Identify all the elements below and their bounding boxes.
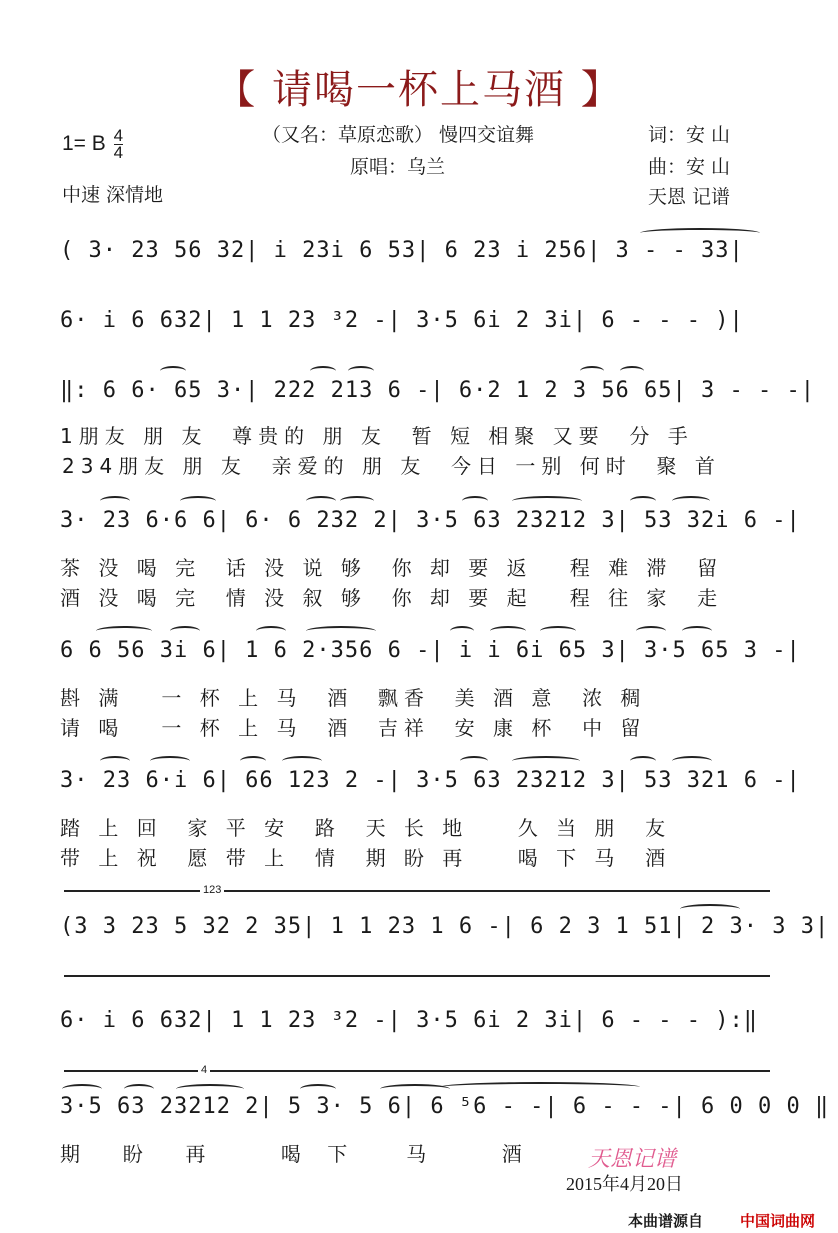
time-top: 4 [113, 126, 124, 145]
key-label: 1= B [62, 132, 106, 156]
slur-arc [256, 626, 286, 636]
slur-arc [340, 496, 374, 506]
volta-label: 4 [198, 1064, 210, 1076]
slur-arc [450, 626, 474, 636]
music-line-1 [0, 222, 838, 282]
slur-arc [170, 626, 200, 636]
footer-source-label: 本曲谱源自 [628, 1213, 704, 1230]
notes: 3· 23 6·6 6| 6· 6 232 2| 3·5 63 23212 3| 53 32i 6 -| [60, 508, 801, 533]
key-signature [62, 128, 123, 161]
music-line-5 [0, 622, 838, 682]
slur-arc [348, 366, 374, 376]
slur-arc [160, 366, 186, 376]
notes: 3· 23 6·i 6| 66 123 2 -| 3·5 63 23212 3| 53 321 6 -| [60, 768, 801, 793]
slur-arc [62, 1084, 102, 1094]
tempo: 中速 深情地 [62, 184, 164, 206]
slur-arc [180, 496, 216, 506]
slur-arc [124, 1084, 154, 1094]
slur-arc [100, 496, 130, 506]
slur-arc [306, 496, 336, 506]
slur-arc [682, 626, 712, 636]
transcriber: 天恩 记谱 [648, 186, 731, 208]
lyric-line: 酒 没 喝 完 情 没 叙 够 你 却 要 起 程 往 家 走 [60, 586, 724, 610]
slur-arc [512, 496, 582, 506]
slur-arc [636, 626, 666, 636]
slur-arc [176, 1084, 244, 1094]
singer: 原唱：乌兰 [350, 156, 446, 178]
music-line-6 [0, 752, 838, 812]
notes: ‖: 6 6· 65 3·| 222 213 6 -| 6·2 1 2 3 56 65| 3 - - -| [60, 378, 815, 403]
composer: 曲：安 山 [648, 156, 731, 178]
tie-arc [680, 904, 740, 914]
subtitle: （又名：草原恋歌） 慢四交谊舞 [262, 124, 535, 146]
lyric-line: 带 上 祝 愿 带 上 情 期 盼 再 喝 下 马 酒 [60, 846, 672, 870]
slur-arc [580, 366, 604, 376]
lyric-line: 踏 上 回 家 平 安 路 天 长 地 久 当 朋 友 [60, 816, 672, 840]
page-title: 【 请喝一杯上马酒 】 [215, 67, 623, 113]
time-bottom: 4 [113, 143, 124, 162]
footer-site-link[interactable]: 中国词曲网 [740, 1213, 816, 1230]
slur-arc [150, 756, 190, 766]
slur-arc [300, 1084, 336, 1094]
slur-arc [460, 756, 488, 766]
lyric-line: 斟 满 一 杯 上 马 酒 飘香 美 酒 意 浓 稠 [60, 686, 647, 710]
volta-bracket [64, 890, 770, 892]
volta-line [64, 975, 770, 977]
tie-arc [640, 228, 760, 238]
lyric-line: 1朋友 朋 友 尊贵的 朋 友 暂 短 相聚 又要 分 手 [60, 424, 694, 448]
notes: 6· i 6 632| 1 1 23 ³2 -| 3·5 6i 2 3i| 6 - - - )| [60, 308, 744, 333]
notes: 6 6 56 3i 6| 1 6 2·356 6 -| i i 6i 65 3| 3·5 65 3 -| [60, 638, 801, 663]
time-signature [114, 128, 123, 161]
lyric-line: 期 盼 再 喝 下 马 酒 [60, 1142, 532, 1166]
slur-arc [672, 496, 710, 506]
slur-arc [630, 496, 656, 506]
slur-arc [310, 366, 336, 376]
volta-label: 123 [200, 884, 224, 896]
music-line-3 [0, 362, 838, 422]
lyric-line: 234朋友 朋 友 亲爱的 朋 友 今日 一别 何时 聚 首 [62, 454, 721, 478]
notes: 6· i 6 632| 1 1 23 ³2 -| 3·5 6i 2 3i| 6 - - - ):‖ [60, 1008, 759, 1033]
slur-arc [100, 756, 130, 766]
slur-arc [96, 626, 152, 636]
music-line-9 [0, 1078, 838, 1138]
date: 2015年4月20日 [566, 1174, 683, 1194]
volta-bracket [64, 1070, 770, 1072]
music-line-8 [0, 992, 838, 1052]
lyric-line: 茶 没 喝 完 话 没 说 够 你 却 要 返 程 难 滞 留 [60, 556, 724, 580]
lyric-line: 请 喝 一 杯 上 马 酒 吉祥 安 康 杯 中 留 [60, 716, 647, 740]
slur-arc [630, 756, 656, 766]
slur-arc [490, 626, 526, 636]
slur-arc [306, 626, 376, 636]
music-line-2 [0, 292, 838, 352]
notes: (3 3 23 5 32 2 35| 1 1 23 1 6 -| 6 2 3 1 51| 2 3· 3 3| [60, 914, 830, 939]
notes: ( 3· 23 56 32| i 23i 6 53| 6 23 i 256| 3 - - 33| [60, 238, 744, 263]
transcriber-stamp: 天恩记谱 [588, 1147, 677, 1172]
lyricist: 词：安 山 [648, 124, 731, 146]
tie-arc [440, 1082, 640, 1092]
slur-arc [240, 756, 266, 766]
slur-arc [540, 626, 576, 636]
slur-arc [282, 756, 322, 766]
music-line-7 [0, 898, 838, 958]
slur-arc [620, 366, 644, 376]
notes: 3·5 63 23212 2| 5 3· 5 6| 6 ⁵6 - -| 6 - - -| 6 0 0 0 ‖ [60, 1094, 830, 1119]
music-line-4 [0, 492, 838, 552]
slur-arc [672, 756, 712, 766]
slur-arc [512, 756, 580, 766]
slur-arc [462, 496, 488, 506]
